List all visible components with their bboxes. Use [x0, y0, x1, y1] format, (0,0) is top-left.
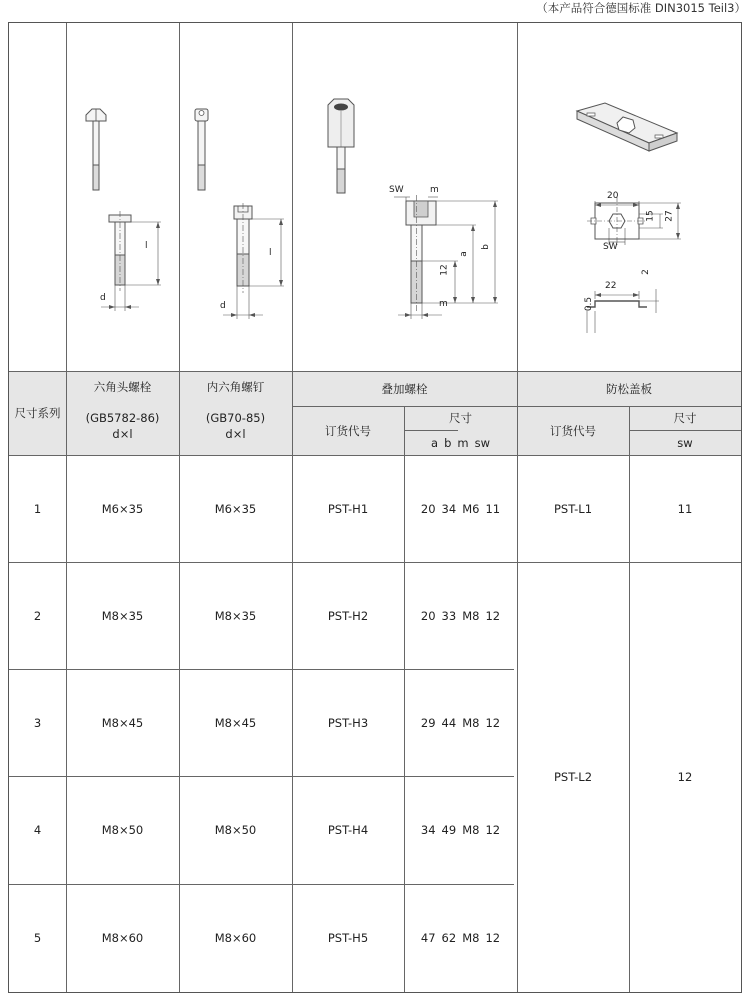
size-b: 34 — [441, 501, 457, 516]
size-sw: 12 — [485, 931, 501, 945]
hex-d-label: d — [100, 293, 106, 303]
row-order-code: PST-H2 — [327, 608, 369, 623]
plate-15-label: 15 — [645, 210, 656, 222]
socket-l-label: l — [269, 248, 272, 258]
size-m: M8 — [462, 715, 480, 730]
hex-bolt-drawing — [66, 23, 179, 371]
stacking-bolt-size-cols — [404, 430, 517, 455]
stack-b-label: b — [480, 244, 491, 250]
size-a: 47 — [420, 931, 436, 945]
row-sizes — [404, 884, 517, 992]
plate-2-label: 2 — [640, 269, 651, 275]
row-series: 1 — [33, 501, 42, 516]
size-sw: 11 — [485, 501, 501, 516]
cover-order-code: PST-L1 — [553, 501, 593, 516]
hex-bolt-header-dim: d×l — [112, 427, 133, 441]
row-order-code: PST-H1 — [327, 501, 369, 516]
stacking-bolt-header-title: 叠加螺栓 — [381, 381, 428, 396]
row-hex-bolt: M8×45 — [101, 715, 144, 730]
stack-sw-label: SW — [389, 185, 404, 195]
stack-12-label: 12 — [439, 264, 450, 276]
plate-sw-label: SW — [603, 242, 618, 252]
row-sizes — [404, 669, 517, 776]
socket-screw-header-std: (GB70-85) — [205, 411, 266, 425]
stacking-bolt-drawing — [292, 23, 517, 371]
row-socket-screw: M8×45 — [214, 715, 257, 730]
cover-plate-header-title: 防松盖板 — [606, 381, 652, 396]
cover-plate-size-header: 尺寸 — [673, 411, 697, 425]
cover-plate-sw-header: sw — [677, 435, 693, 450]
stack-m-bottom-label: m — [439, 299, 448, 309]
size-sw: 12 — [485, 823, 501, 837]
cover-sw: 11 — [677, 501, 693, 516]
row-hex-bolt: M8×60 — [101, 931, 144, 945]
size-col-a: a — [431, 435, 439, 450]
spec-table — [8, 22, 742, 993]
size-m: M6 — [462, 501, 480, 516]
row-series: 3 — [33, 715, 42, 730]
stack-m-top-label: m — [430, 185, 439, 195]
row-socket-screw: M8×50 — [214, 823, 257, 837]
plate-20-label: 20 — [607, 191, 619, 201]
hex-bolt-header-title: 六角头螺栓 — [93, 380, 152, 394]
size-a: 20 — [420, 608, 436, 623]
size-b: 62 — [441, 931, 457, 945]
row-order-code: PST-H3 — [327, 715, 369, 730]
row-hex-bolt: M8×35 — [101, 608, 144, 623]
size-b: 49 — [441, 823, 457, 837]
size-m: M8 — [462, 931, 480, 945]
stacking-bolt-size-header: 尺寸 — [449, 411, 472, 425]
size-sw: 12 — [485, 608, 501, 623]
socket-screw-drawing — [179, 23, 292, 371]
row-order-code: PST-H5 — [327, 931, 369, 945]
size-sw: 12 — [485, 715, 501, 730]
size-col-b: b — [444, 435, 452, 450]
cover-plate-order-code-header: 订货代号 — [550, 423, 596, 438]
socket-screw-header-dim: d×l — [225, 427, 246, 441]
size-m: M8 — [462, 823, 480, 837]
socket-screw-header-title: 内六角螺钉 — [206, 380, 265, 394]
size-col-sw: sw — [474, 435, 490, 450]
cover-sw: 12 — [677, 770, 693, 784]
row-hex-bolt: M6×35 — [101, 501, 144, 516]
size-a: 20 — [420, 501, 436, 516]
row-socket-screw: M6×35 — [214, 501, 257, 516]
standard-note: （本产品符合德国标准 DIN3015 Teil3） — [536, 1, 746, 15]
hex-l-label: l — [145, 241, 148, 251]
hex-bolt-header-std: (GB5782-86) — [85, 411, 160, 425]
row-socket-screw: M8×60 — [214, 931, 257, 945]
plate-22-label: 22 — [605, 281, 617, 291]
row-series: 4 — [33, 823, 42, 837]
row-sizes — [404, 776, 517, 884]
size-b: 33 — [441, 608, 457, 623]
size-a: 34 — [420, 823, 436, 837]
row-order-code: PST-H4 — [327, 823, 369, 837]
cover-order-code: PST-L2 — [553, 770, 593, 784]
socket-d-label: d — [220, 301, 226, 311]
row-socket-screw: M8×35 — [214, 608, 257, 623]
row-sizes — [404, 455, 517, 562]
stacking-bolt-order-code-header: 订货代号 — [325, 423, 371, 438]
size-series-header: 尺寸系列 — [14, 406, 61, 420]
size-m: M8 — [462, 608, 480, 623]
plate-05-label: 0.5 — [584, 296, 595, 312]
size-col-m: m — [457, 435, 469, 450]
size-a: 29 — [420, 715, 436, 730]
row-hex-bolt: M8×50 — [101, 823, 144, 837]
cover-plate-drawing — [517, 23, 741, 371]
size-b: 44 — [441, 715, 457, 730]
stack-a-label: a — [458, 251, 469, 257]
row-series: 2 — [33, 608, 42, 623]
row-series: 5 — [33, 931, 42, 945]
plate-27-label: 27 — [664, 210, 675, 222]
row-sizes — [404, 562, 517, 669]
